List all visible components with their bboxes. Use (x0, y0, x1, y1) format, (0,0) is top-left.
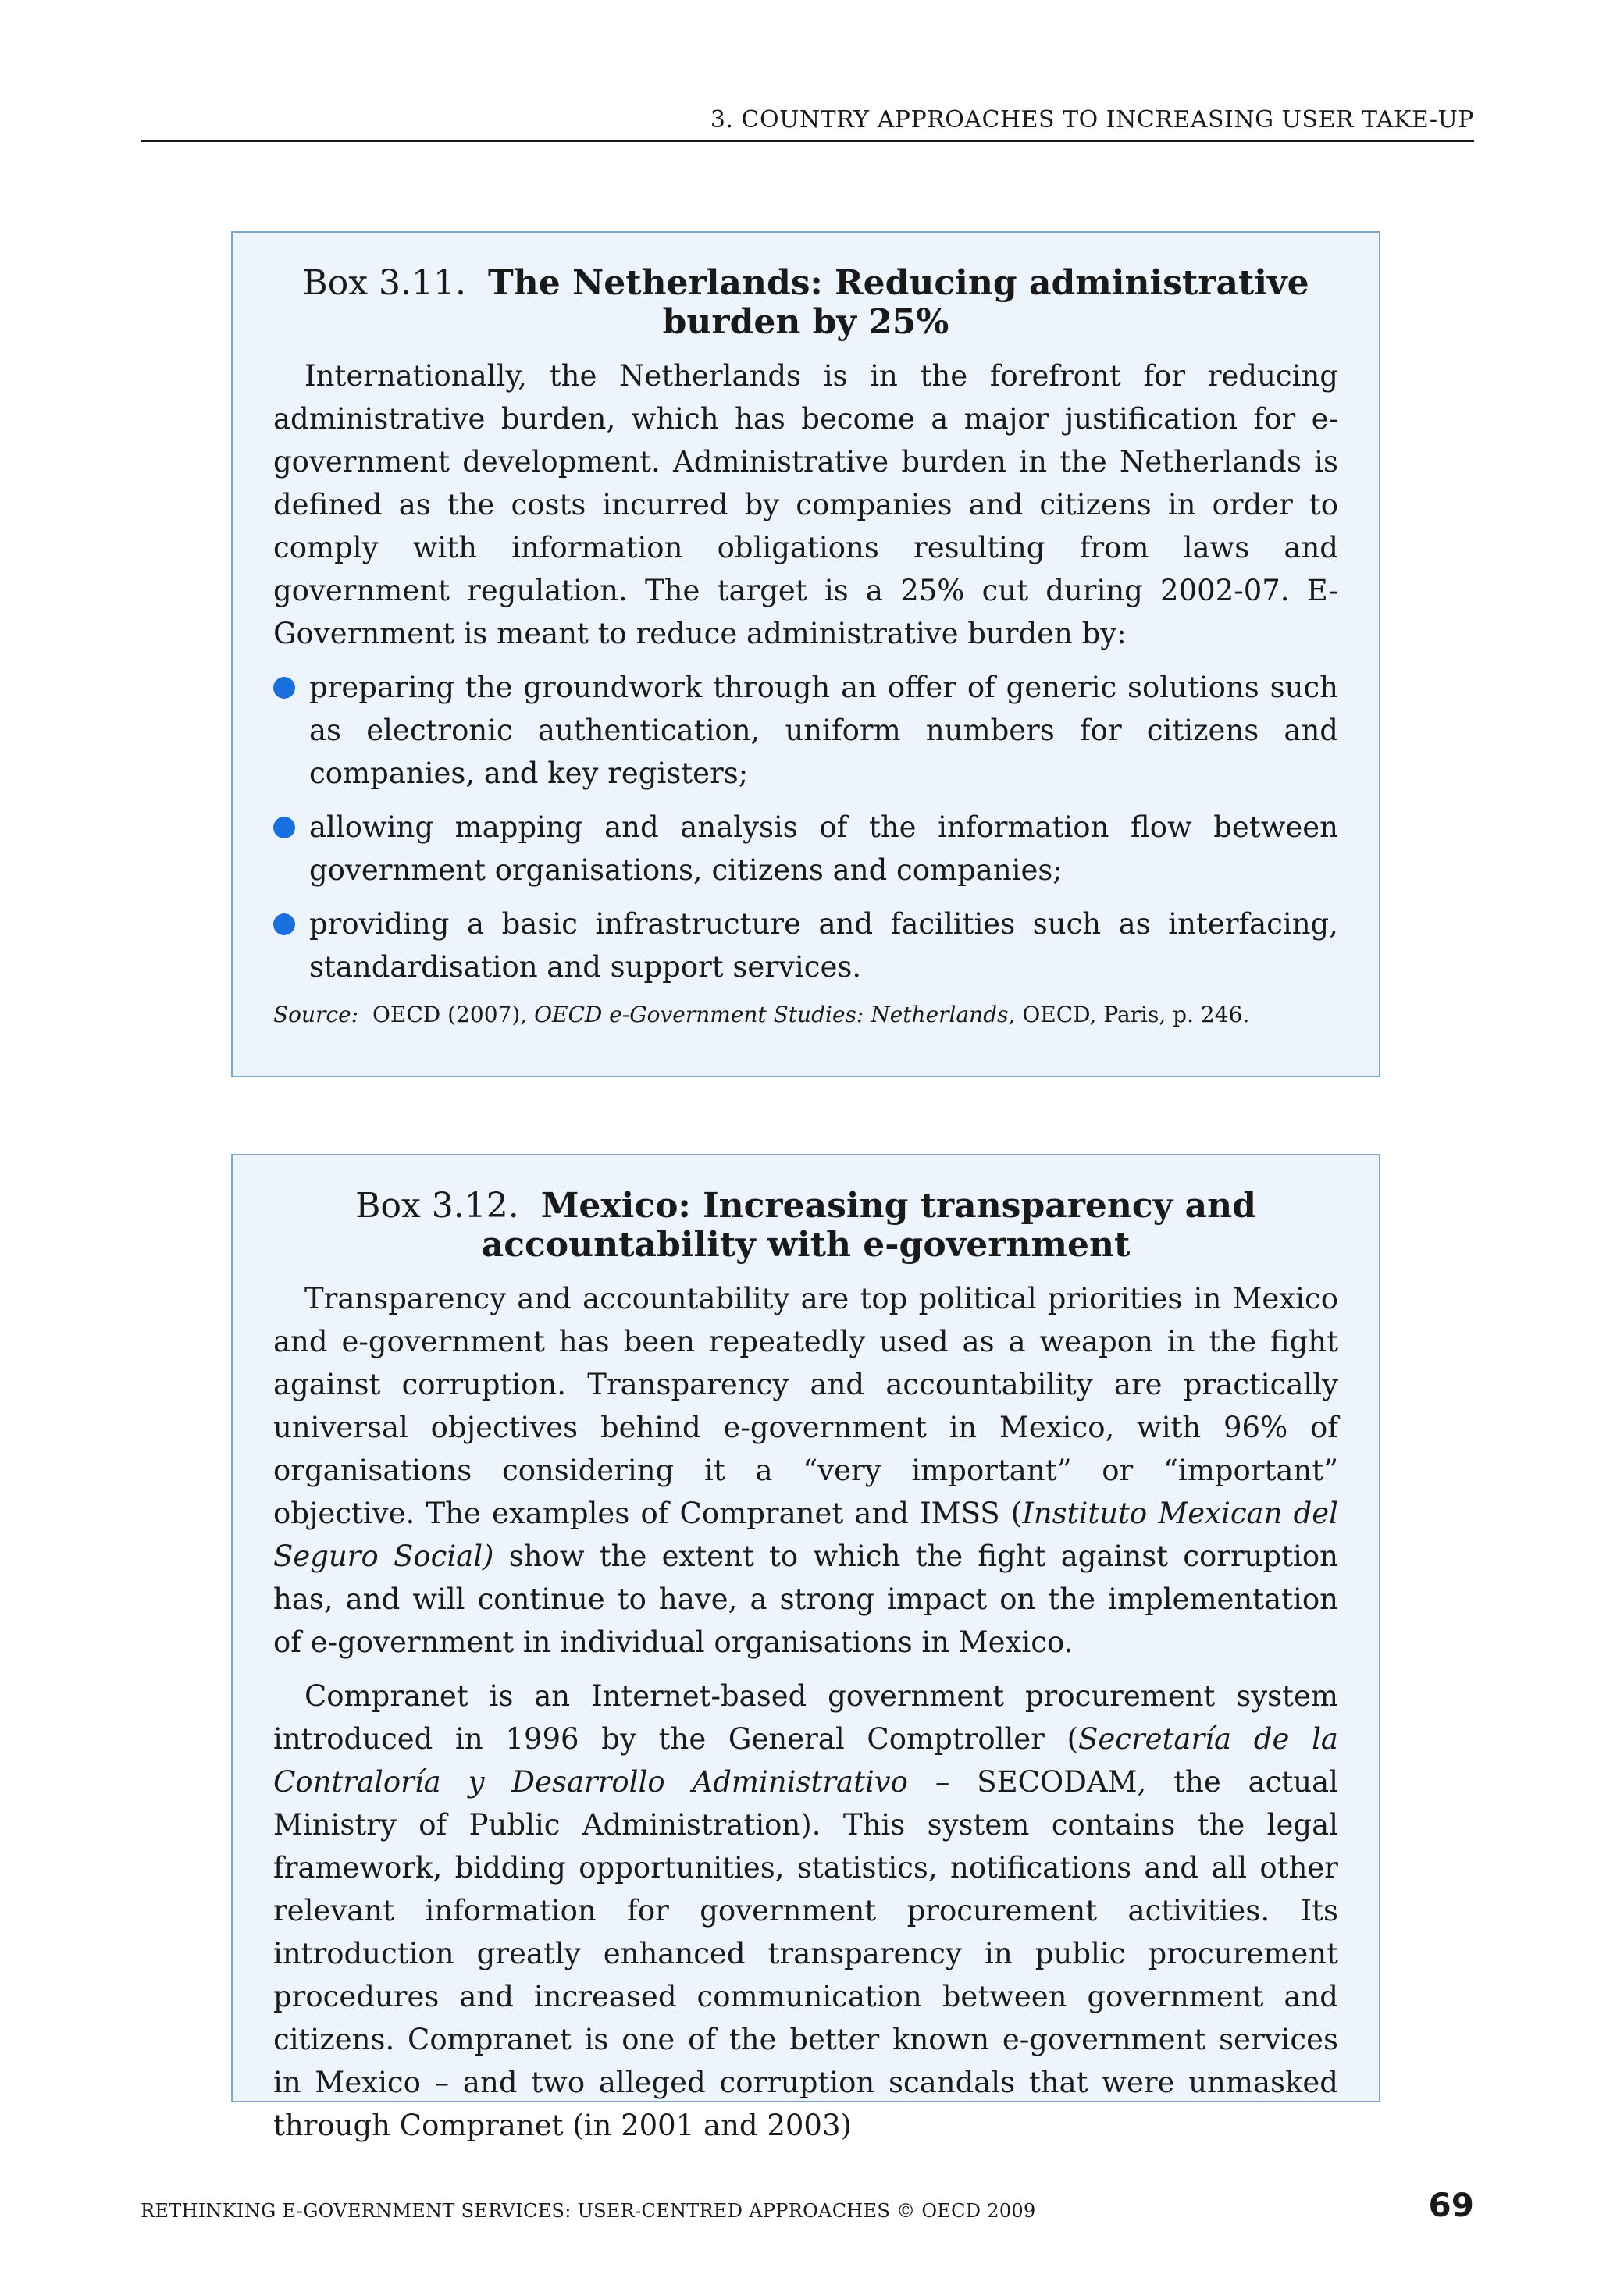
paragraph-text: Compranet is an Internet-based government procurement system introduced in 1996 by the General Comptroller ( (273, 1679, 1338, 1756)
source-title: OECD e-Government Studies: Netherlands (534, 1002, 1009, 1027)
bullet-text: allowing mapping and analysis of the information flow between government organisations, citizens and companies; (309, 810, 1338, 887)
box-netherlands (231, 231, 1380, 1077)
box-paragraph: Internationally, the Netherlands is in the forefront for reducing administrative burden, which has become a major justification for e-government development. Administrative burden in the Netherlands is defined as the costs incurred by companies and citizens in order to comply with information obligations resulting from laws and government regulation. The target is a 25% cut during 2002-07. E-Government is meant to reduce administrative burden by: (273, 359, 1338, 650)
bullet-dot-icon (273, 817, 295, 838)
paragraph-text: – SECODAM, the actual Ministry of Public Administration). This system contains the legal framework, bidding opportunities, statistics, notifications and all other relevant information for government procurement activities. Its introduction greatly enhanced transparency in public procurement procedures and increased communication between government and citizens. Compranet is one of the better known e-government services in Mexico – and two alleged corruption scandals that were unmasked through Compranet (in 2001 and 2003) (273, 1765, 1338, 2142)
bullet-item (273, 902, 1338, 988)
paragraph-text: show the extent to which the fight against corruption has, and will continue to have, a strong impact on the implementation of e-government in individual organisations in Mexico. (273, 1540, 1338, 1659)
box-title (273, 1187, 1338, 1265)
bullet-dot-icon (273, 677, 295, 699)
bullet-item (273, 666, 1338, 795)
page-number: 69 (1428, 2186, 1474, 2224)
bullet-text: preparing the groundwork through an offer of generic solutions such as electronic authentication, uniform numbers for citizens and companies, and key registers; (309, 671, 1338, 790)
box-mexico (231, 1154, 1380, 2142)
box-paragraph (273, 1675, 1338, 2147)
box-title (273, 264, 1338, 342)
box-heading: The Netherlands: Reducing administrative burden by 25% (487, 263, 1309, 342)
source-pre: OECD (2007), (372, 1002, 528, 1027)
bullet-list (273, 666, 1338, 988)
paragraph-italic: Secretaría de la Contraloría y Desarrollo Administrativo (273, 1722, 1338, 1799)
paragraph-italic: Instituto Mexican del Seguro Social) (273, 1497, 1338, 1573)
header-rule (141, 140, 1474, 142)
source-note (273, 999, 1338, 1031)
running-header: 3. COUNTRY APPROACHES TO INCREASING USER TAKE-UP (710, 106, 1474, 133)
box-heading: Mexico: Increasing transparency and accountability with e-government (481, 1186, 1256, 1265)
bullet-dot-icon (273, 913, 295, 935)
paragraph-text: Transparency and accountability are top political priorities in Mexico and e-government has been repeatedly used as a weapon in the fight against corruption. Transparency and accountability are practically universal objectives behind e-government in Mexico, with 96% of organisations considering it a “very important” or “important” objective. The examples of Compranet and IMSS ( (273, 1282, 1338, 1530)
bullet-text: providing a basic infrastructure and facilities such as interfacing, standardisation and support services. (309, 907, 1338, 984)
footer-copyright: RETHINKING E-GOVERNMENT SERVICES: USER-CENTRED APPROACHES © OECD 2009 (141, 2200, 1036, 2222)
box-number: Box 3.12. (355, 1186, 519, 1226)
source-label: Source: (273, 1002, 359, 1027)
source-post: , OECD, Paris, p. 246. (1008, 1002, 1250, 1027)
box-number: Box 3.11. (302, 263, 466, 303)
bullet-item (273, 806, 1338, 892)
box-paragraph (273, 1277, 1338, 1664)
